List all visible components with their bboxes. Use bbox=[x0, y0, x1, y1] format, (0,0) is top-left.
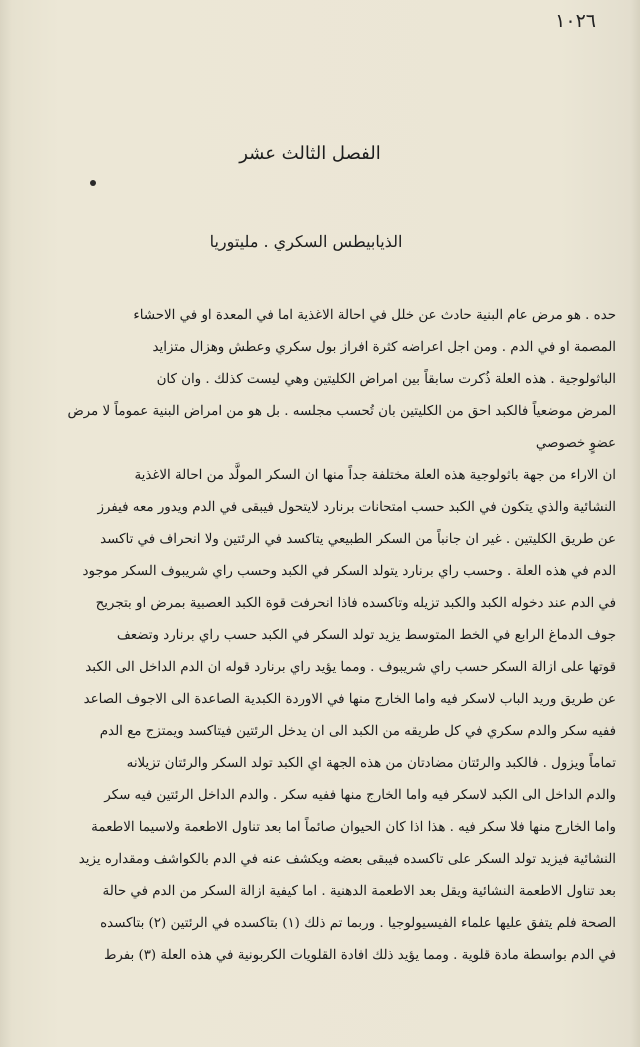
chapter-title: الفصل الثالث عشر bbox=[239, 143, 381, 164]
text-line-16: والدم الداخل الى الكبد لاسكر فيه واما الخارج منها ففيه سكر . والدم الداخل الرئتين فيه سكر bbox=[104, 788, 616, 803]
text-line-6: ان الاراء من جهة باثولوجية هذه العلة مختلفة جداً منها ان السكر المولَّد من احالة الاغذية bbox=[134, 468, 616, 483]
page-number: ١٠٢٦ bbox=[555, 10, 596, 32]
text-line-14: ففيه سكر والدم سكري في كل طريقه من الكبد الى ان يدخل الرئتين فيتاكسد ويمتزج مع الدم bbox=[99, 724, 616, 739]
body-text bbox=[56, 300, 616, 972]
text-line-12: قوتها على ازالة السكر حسب راي شريبوف . ومما يؤيد راي برنارد قوله ان الدم الداخل الى الكبد bbox=[85, 660, 616, 675]
text-line-15: تماماً ويزول . فالكبد والرئتان مضادتان من هذه الجهة اي الكبد تولد السكر والرئتان تزيلانه bbox=[126, 756, 616, 771]
text-line-4: المرض موضعياً فالكبد احق من الكليتين بان تُحسب مجلسه . بل هو من امراض البنية عموماً لا مرض bbox=[67, 404, 616, 419]
text-line-1: حده . هو مرض عام البنية حادث عن خلل في احالة الاغذية اما في المعدة او في الاحشاء bbox=[133, 308, 616, 323]
text-line-10: في الدم عند دخوله الكبد والكبد تزيله وتاكسده فاذا انحرفت قوة الكبد العصبية بمرض او بتجريح bbox=[95, 596, 616, 611]
text-line-8: عن طريق الكليتين . غير ان جانباً من السكر الطبيعي يتاكسد في الرئتين ولا انحراف في تاكسد bbox=[100, 532, 616, 547]
text-line-7: النشائية والذي يتكون في الكبد حسب امتحانات برنارد لايتحول فيبقى في الدم ويدور معه فيفرز bbox=[97, 500, 616, 515]
text-line-21: في الدم بواسطة مادة قلوية . ومما يؤيد ذلك افادة القلويات الكربونية في هذه العلة (٣) بفرط bbox=[103, 948, 616, 963]
text-line-13: عن طريق وريد الباب لاسكر فيه واما الخارج منها في الاوردة الكبدية الصاعدة الى الاجوف الصاعد bbox=[83, 692, 616, 707]
section-subtitle: الذيابيطس السكري . مليتوريا bbox=[209, 232, 403, 251]
text-line-18: النشائية فيزيد تولد السكر على تاكسده فيبقى بعضه ويكشف عنه في الدم بالكواشف ومقداره يزيد bbox=[78, 852, 616, 867]
text-line-2: المصمة او في الدم . ومن اجل اعراضه كثرة افراز بول سكري وعطش وهزال متزايد bbox=[152, 340, 616, 355]
text-line-9: الدم في هذه العلة . وحسب راي برنارد يتولد السكر في الكبد وحسب راي شريبوف السكر موجود bbox=[82, 564, 616, 579]
text-line-17: واما الخارج منها فلا سكر فيه . هذا اذا كان الحيوان صائماً اما بعد تناول الاطعمة ولاسيما الاطعمة bbox=[91, 820, 616, 835]
text-line-3: الباثولوجية . هذه العلة ذُكرت سابقاً بين امراض الكليتين وهي ليست كذلك . وان كان bbox=[156, 372, 616, 387]
text-line-5: عضوٍ خصوصي bbox=[535, 436, 616, 451]
text-line-20: الصحة فلم يتفق عليها علماء الفيسيولوجيا . وربما تم ذلك (١) بتاكسده في الرئتين (٢) بتاكسده bbox=[100, 916, 616, 931]
text-line-19: بعد تناول الاطعمة النشائية ويقل بعد الاطعمة الدهنية . اما كيفية ازالة السكر من الدم في حالة bbox=[102, 884, 616, 899]
text-line-11: جوف الدماغ الرابع في الخط المتوسط يزيد تولد السكر في الكبد حسب راي برنارد وتضعف bbox=[116, 628, 616, 643]
ink-spot bbox=[90, 180, 96, 186]
